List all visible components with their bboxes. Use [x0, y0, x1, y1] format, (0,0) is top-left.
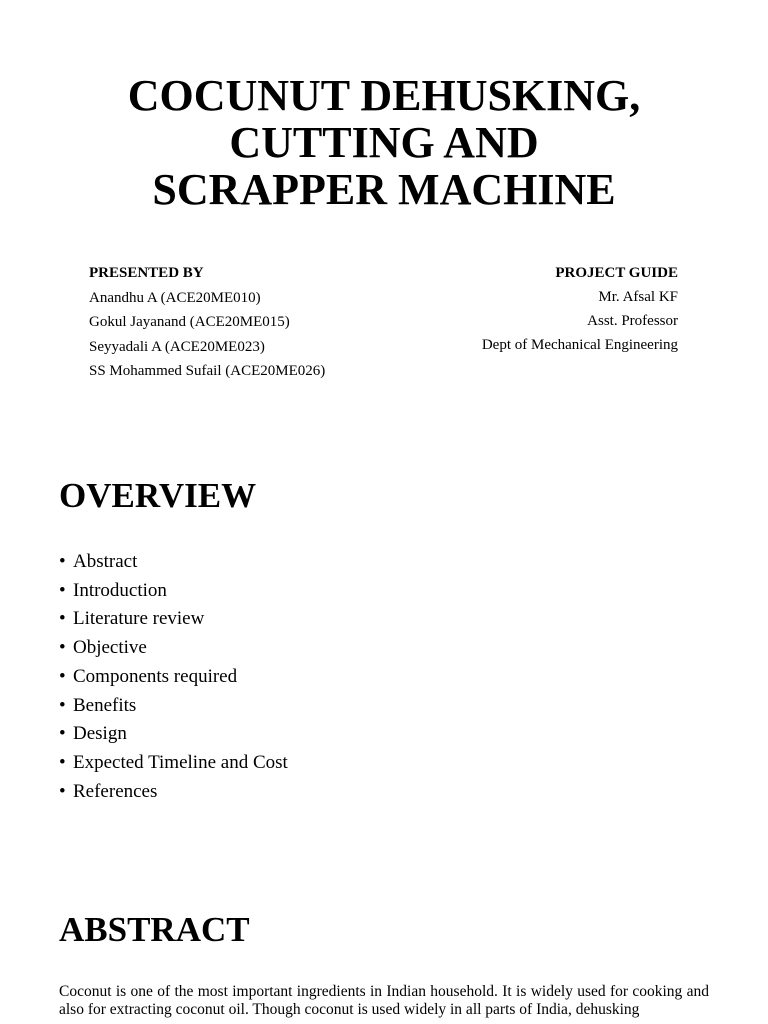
- abstract-heading: ABSTRACT: [59, 910, 250, 949]
- list-item: [59, 749, 288, 778]
- list-item-label: Benefits: [73, 694, 137, 716]
- list-item: [59, 663, 288, 692]
- guide-designation: Asst. Professor: [587, 313, 678, 329]
- list-item: [59, 605, 288, 634]
- bullet-icon: •: [59, 694, 66, 716]
- list-item: [59, 577, 288, 606]
- list-item-label: Abstract: [73, 551, 138, 572]
- guide-name: Mr. Afsal KF: [598, 289, 678, 305]
- guide-department: Dept of Mechanical Engineering: [481, 337, 678, 353]
- member-1: Anandhu A (ACE20ME010): [89, 289, 261, 306]
- bullet-icon: •: [59, 751, 66, 773]
- bullet-icon: •: [59, 780, 66, 802]
- title-line-3: SCRAPPER MACHINE: [152, 165, 616, 214]
- list-item-label: Expected Timeline and Cost: [73, 751, 288, 773]
- bullet-icon: •: [59, 551, 66, 572]
- project-guide-heading: PROJECT GUIDE: [555, 265, 678, 281]
- member-3: Seyyadali A (ACE20ME023): [89, 338, 265, 355]
- title-line-2: CUTTING AND: [229, 118, 539, 167]
- list-item-label: Objective: [73, 637, 147, 659]
- list-item: [59, 634, 288, 663]
- document-title: [0, 72, 768, 213]
- presented-by-block: [89, 261, 325, 384]
- member-2: Gokul Jayanand (ACE20ME015): [89, 314, 290, 330]
- project-guide-block: [482, 261, 678, 357]
- bullet-icon: •: [59, 608, 66, 630]
- list-item: [59, 692, 288, 721]
- list-item: [59, 778, 288, 807]
- bullet-icon: •: [59, 665, 66, 687]
- list-item-label: Introduction: [73, 579, 167, 601]
- bullet-icon: •: [59, 579, 66, 601]
- abstract-paragraph: Coconut is one of the most important ingredients in Indian household. It is widely used for cooking and also for extracting coconut oil. Though coconut is used widely in all parts of India, dehusking: [59, 983, 709, 1018]
- list-item: [59, 548, 288, 577]
- list-item-label: Literature review: [73, 608, 205, 630]
- list-item-label: Design: [73, 723, 127, 745]
- presented-by-heading: PRESENTED BY: [89, 265, 204, 281]
- member-4: SS Mohammed Sufail (ACE20ME026): [89, 363, 326, 379]
- overview-heading: OVERVIEW: [59, 476, 257, 515]
- list-item-label: Components required: [73, 665, 238, 687]
- list-item: [59, 720, 288, 749]
- overview-list: [59, 548, 288, 806]
- bullet-icon: •: [59, 637, 66, 659]
- list-item-label: References: [73, 780, 158, 802]
- title-line-1: COCUNUT DEHUSKING,: [127, 71, 641, 120]
- bullet-icon: •: [59, 723, 66, 745]
